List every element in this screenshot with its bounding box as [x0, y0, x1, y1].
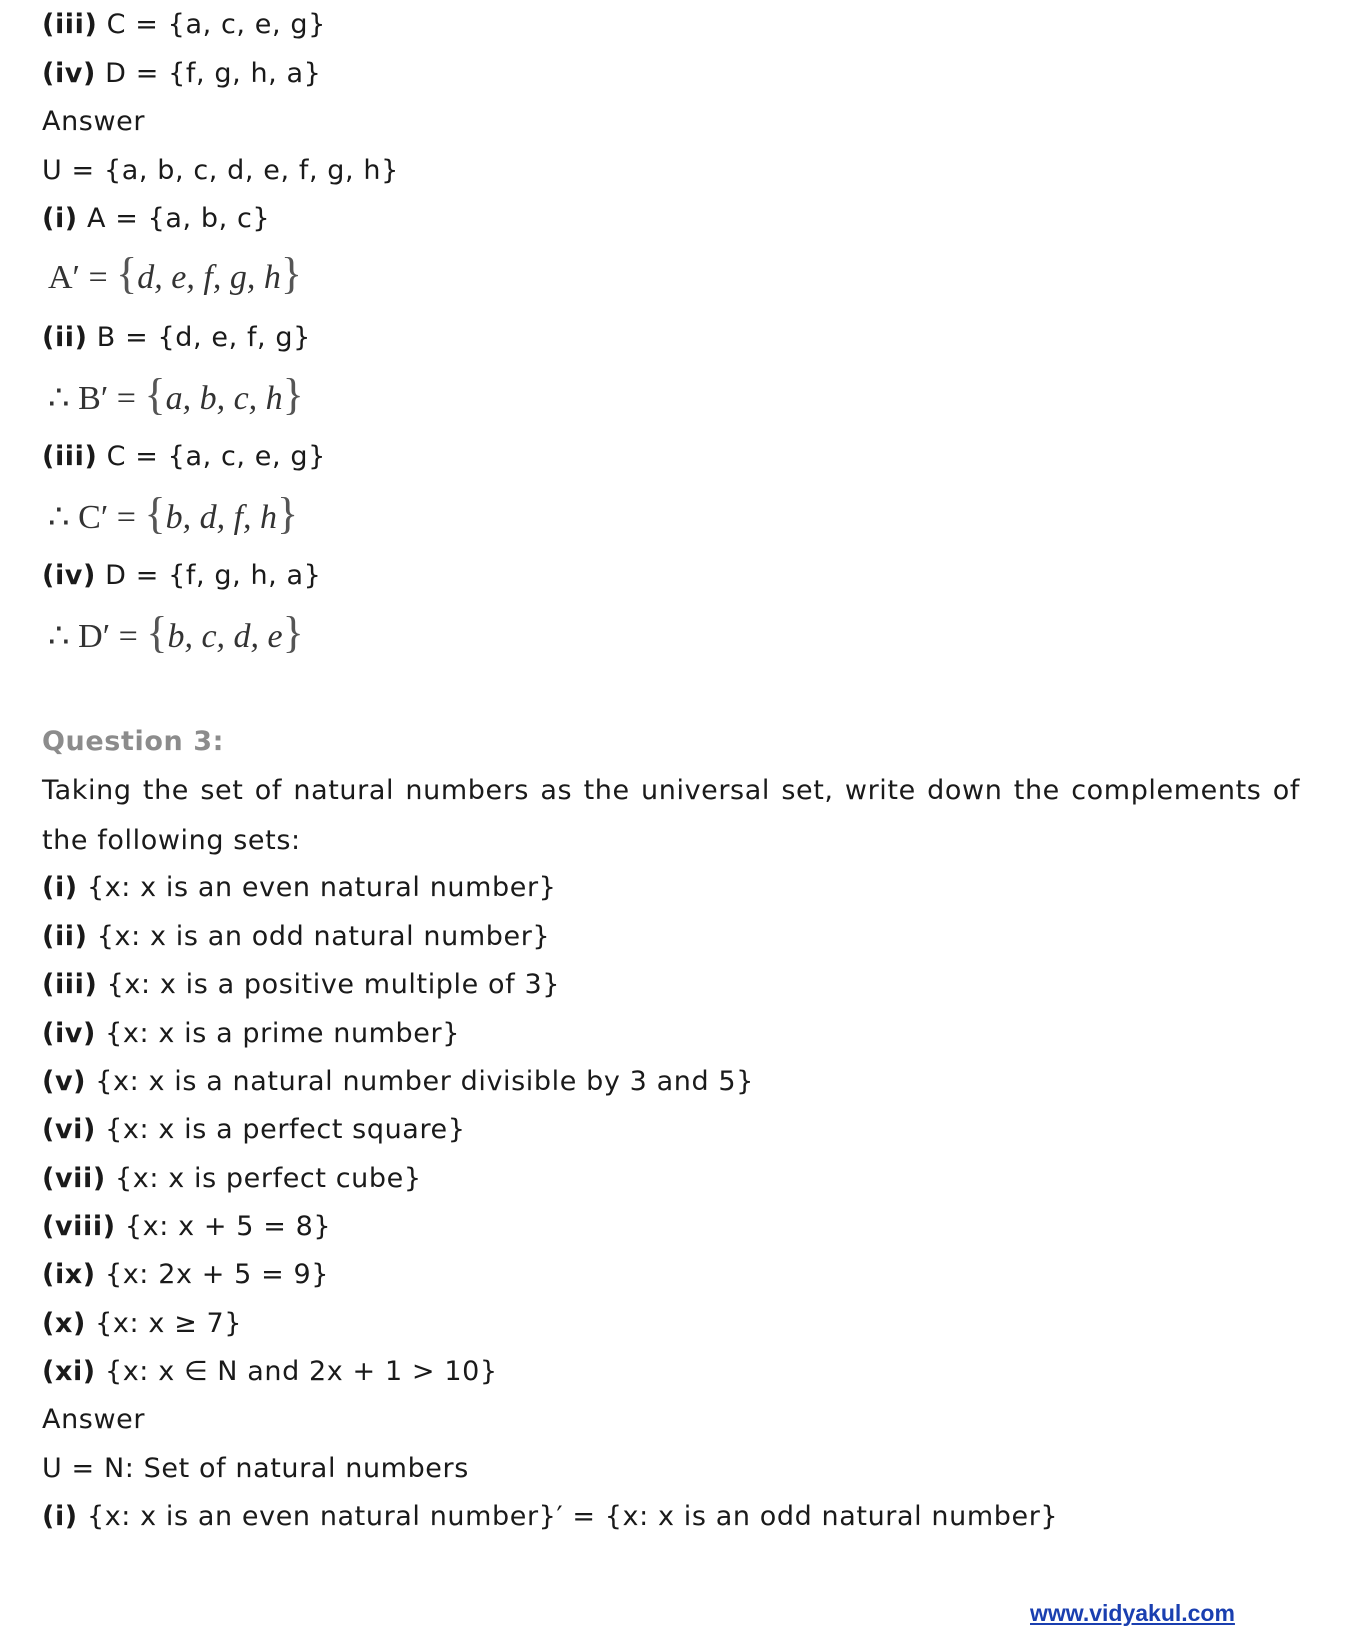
part-text: A = {a, b, c}: [86, 203, 271, 234]
question-heading: Question 3:: [42, 726, 225, 757]
question-item: [42, 871, 556, 905]
answer-label: Answer: [42, 1404, 146, 1435]
part-label: (iii): [42, 441, 98, 472]
question-item: [42, 968, 560, 1002]
question-item: [42, 1258, 329, 1292]
question-item: [42, 1065, 754, 1099]
item-text: {x: x ∈ N and 2x + 1 > 10}: [104, 1356, 498, 1387]
therefore-symbol: ∴: [48, 380, 70, 417]
item-label: (iii): [42, 969, 98, 1000]
item-text: {x: x is perfect cube}: [114, 1163, 422, 1194]
part-label: (i): [42, 203, 78, 234]
answer-label: Answer: [42, 106, 146, 137]
question-item: [42, 57, 321, 91]
result-set: d, e, f, g, h: [137, 259, 281, 296]
item-text: {x: 2x + 5 = 9}: [104, 1259, 330, 1290]
item-text: {x: x is an odd natural number}: [96, 921, 551, 952]
complement-result: ∴ D′ = {b, c, d, e}: [48, 608, 304, 657]
item-text: {x: x is a prime number}: [105, 1018, 460, 1049]
question-item: [42, 920, 550, 954]
item-text: {x: x is a positive multiple of 3}: [106, 969, 561, 1000]
universal-set: U = {a, b, c, d, e, f, g, h}: [42, 155, 399, 186]
complement-result: ∴ B′ = {a, b, c, h}: [48, 370, 304, 419]
item-text: {x: x is a natural number divisible by 3 and 5}: [95, 1066, 754, 1097]
question-prompt: Taking the set of natural numbers as the universal set, write down the complements of the following sets:: [42, 775, 1300, 856]
question-item: [42, 1113, 466, 1147]
question-item: [42, 1210, 331, 1244]
item-label: (iv): [42, 1018, 96, 1049]
part-text: D = {f, g, h, a}: [105, 560, 322, 591]
item-label: (vii): [42, 1163, 106, 1194]
answer-part: [42, 559, 321, 593]
part-label: (iv): [42, 560, 96, 591]
item-text: D = {f, g, h, a}: [105, 58, 322, 89]
result-set: b, d, f, h: [165, 499, 278, 536]
therefore-symbol: ∴: [48, 618, 70, 655]
item-text: {x: x is an even natural number}: [86, 872, 557, 903]
result-set: a, b, c, h: [165, 380, 283, 417]
item-text: C = {a, c, e, g}: [106, 9, 326, 40]
result-lhs: A′ =: [48, 259, 108, 296]
item-label: (iv): [42, 58, 96, 89]
part-label: (ii): [42, 322, 88, 353]
part-label: (i): [42, 1501, 78, 1532]
part-text: C = {a, c, e, g}: [106, 441, 326, 472]
question-item: [42, 1307, 242, 1341]
item-label: (x): [42, 1308, 86, 1339]
item-text: {x: x + 5 = 8}: [124, 1211, 332, 1242]
part-text: {x: x is an even natural number}′ = {x: x is an odd natural number}: [86, 1501, 1059, 1532]
therefore-symbol: ∴: [48, 499, 70, 536]
answer-part: [42, 440, 326, 474]
result-lhs: B′ =: [78, 380, 136, 417]
result-lhs: C′ =: [78, 499, 136, 536]
answer-part: [42, 1500, 1058, 1534]
question-item: [42, 1355, 498, 1389]
item-label: (ix): [42, 1259, 96, 1290]
question-item: [42, 8, 326, 42]
item-label: (v): [42, 1066, 87, 1097]
item-label: (iii): [42, 9, 98, 40]
question-item: [42, 1162, 422, 1196]
universal-set: U = N: Set of natural numbers: [42, 1453, 469, 1484]
answer-part: [42, 321, 311, 355]
question-item: [42, 1017, 460, 1051]
item-label: (vi): [42, 1114, 96, 1145]
item-label: (viii): [42, 1211, 116, 1242]
result-lhs: D′ =: [78, 618, 138, 655]
result-set: b, c, d, e: [167, 618, 283, 655]
item-text: {x: x ≥ 7}: [95, 1308, 243, 1339]
item-text: {x: x is a perfect square}: [105, 1114, 466, 1145]
item-label: (i): [42, 872, 78, 903]
part-text: B = {d, e, f, g}: [96, 322, 311, 353]
complement-result: A′ = {d, e, f, g, h}: [48, 249, 302, 298]
complement-result: ∴ C′ = {b, d, f, h}: [48, 489, 299, 538]
footer-link[interactable]: www.vidyakul.com: [1030, 1600, 1235, 1626]
answer-part: [42, 202, 270, 236]
item-label: (ii): [42, 921, 88, 952]
item-label: (xi): [42, 1356, 96, 1387]
